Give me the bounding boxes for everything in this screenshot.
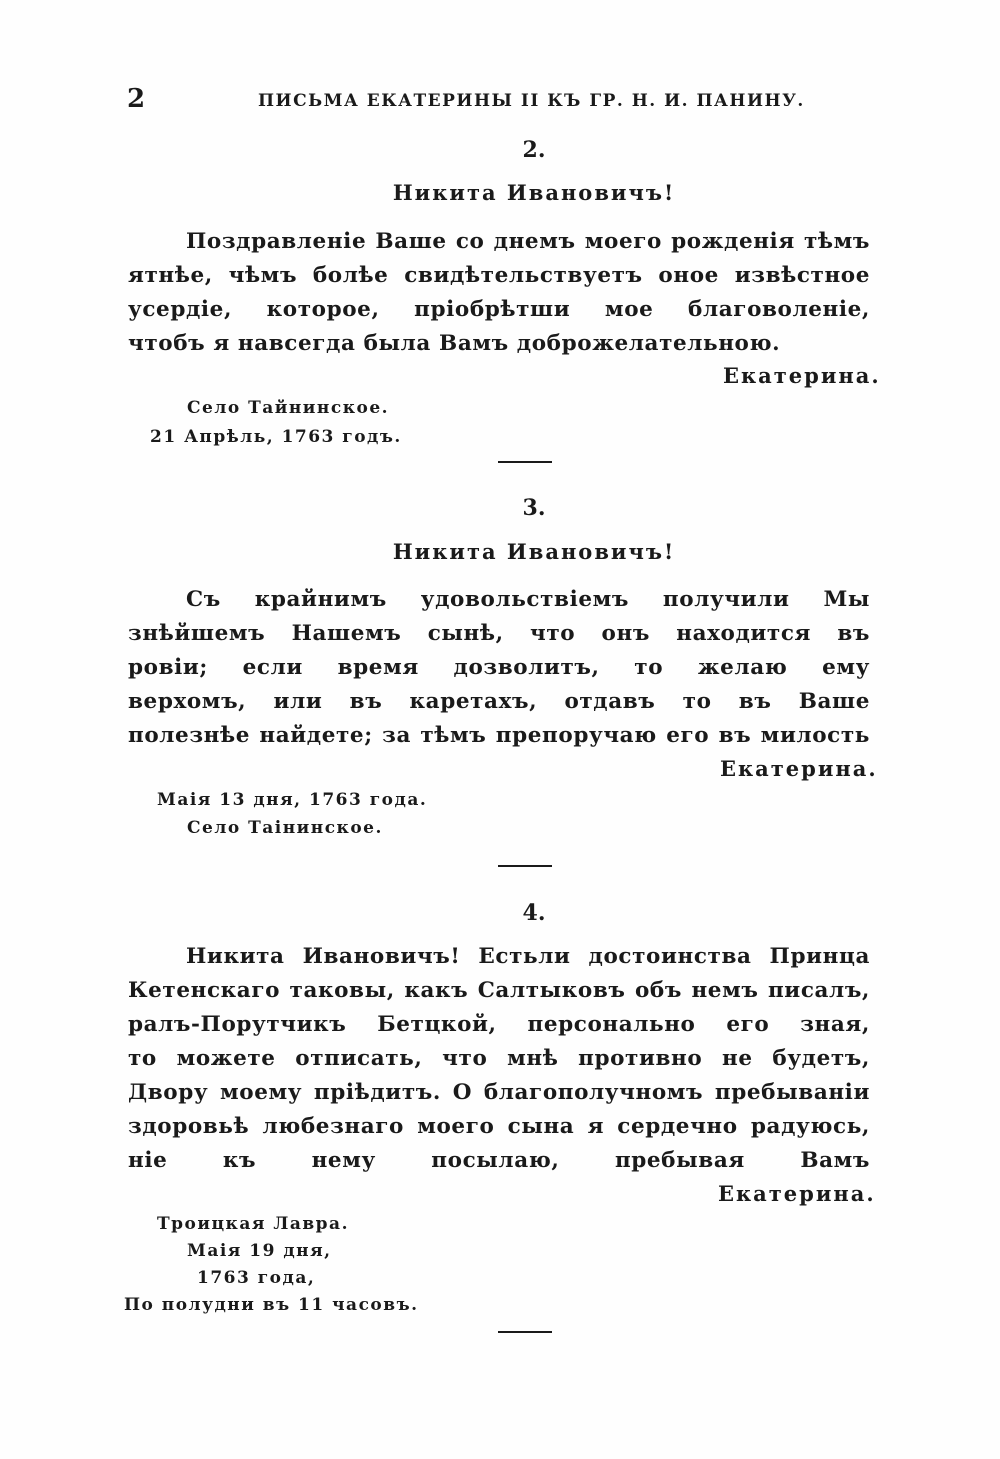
place-date-line: Село Таінинское. [187, 818, 383, 838]
body-line: ровіи; если время дозволитъ, то желаю ему [128, 655, 870, 680]
place-date-line: Маія 19 дня, [187, 1241, 332, 1261]
body-line: здоровьѣ любезнаго моего сына я сердечно радуюсь, [128, 1114, 870, 1139]
body-line: ятнѣе, чѣмъ болѣе свидѣтельствуетъ оное извѣстное [128, 263, 870, 288]
running-title: ПИСЬМА ЕКАТЕРИНЫ II КЪ ГР. Н. И. ПАНИНУ. [258, 91, 805, 111]
page-number: 2 [127, 84, 146, 114]
letter-number: 2. [522, 137, 546, 163]
body-line: ніе къ нему посылаю, пребывая Вамъ [128, 1148, 870, 1173]
body-line: Двору моему пріѣдитъ. О благополучномъ пребываніи [128, 1080, 870, 1105]
body-line: усердіе, которое, пріобрѣтши мое благоволеніе, [128, 297, 870, 322]
letter-body [128, 940, 870, 1178]
letter-number: 3. [522, 495, 546, 521]
place-date-line: 1763 года, [197, 1268, 316, 1288]
signature: Екатерина. [723, 363, 881, 388]
body-line: то можете отписать, что мнѣ противно не будетъ, [128, 1046, 870, 1071]
place-date-line: 21 Апрѣль, 1763 годъ. [150, 427, 402, 447]
letter-salutation: Никита Ивановичъ! [392, 539, 676, 564]
section-divider [498, 865, 552, 867]
signature: Екатерина. [718, 1181, 876, 1206]
body-line: Кетенскаго таковы, какъ Салтыковъ объ немъ писалъ, [128, 978, 870, 1003]
letter-salutation: Никита Ивановичъ! [392, 180, 676, 205]
body-line: Никита Ивановичъ! Естьли достоинства Принца [186, 944, 870, 969]
body-line: чтобъ я навсегда была Вамъ доброжелательною. [128, 331, 781, 356]
section-divider [498, 461, 552, 463]
section-divider [498, 1331, 552, 1333]
signature: Екатерина. [720, 756, 878, 781]
body-line: Поздравленіе Ваше со днемъ моего рожденія тѣмъ [186, 229, 870, 254]
letter-number: 4. [522, 900, 546, 926]
place-date-line: По полудни въ 11 часовъ. [124, 1295, 419, 1315]
body-line: ралъ-Порутчикъ Бетцкой, персонально его зная, [128, 1012, 870, 1037]
place-date-line: Троицкая Лавра. [157, 1214, 349, 1234]
letter-body [128, 583, 870, 753]
place-date-line: Маія 13 дня, 1763 года. [157, 790, 428, 810]
body-line: знѣйшемъ Нашемъ сынѣ, что онъ находится въ [128, 621, 870, 646]
body-line: верхомъ, или въ каретахъ, отдавъ то въ Ваше [128, 689, 870, 714]
body-line: полезнѣе найдете; за тѣмъ препоручаю его въ милость [128, 723, 870, 748]
place-date-line: Село Тайнинское. [187, 398, 390, 418]
body-line: Съ крайнимъ удовольствіемъ получили Мы [186, 587, 870, 612]
letter-body [128, 225, 870, 361]
